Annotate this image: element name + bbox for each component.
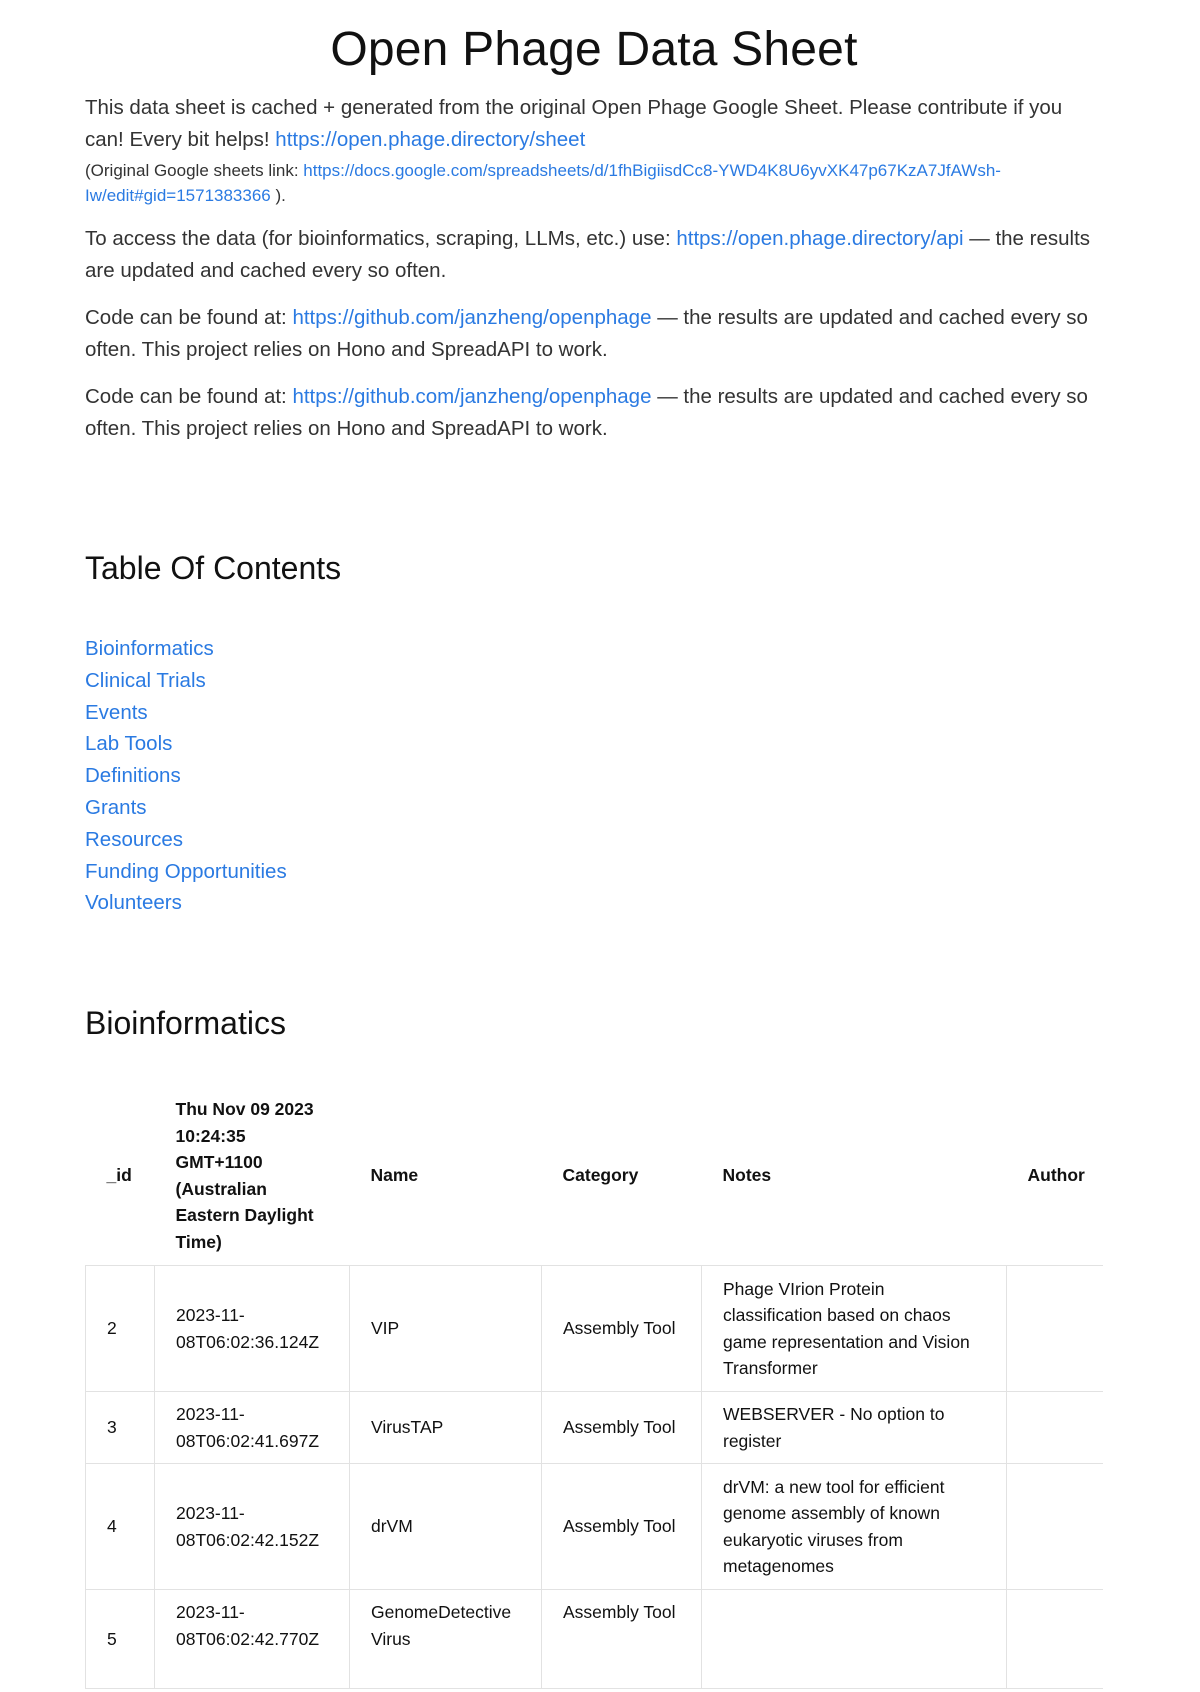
cell-id: 3 bbox=[86, 1392, 155, 1464]
table-header-row bbox=[86, 1092, 1104, 1266]
api-paragraph bbox=[85, 223, 1103, 287]
toc-link-funding-opportunities[interactable]: Funding Opportunities bbox=[85, 859, 287, 883]
toc-link-events[interactable]: Events bbox=[85, 700, 148, 724]
toc-item bbox=[85, 856, 287, 888]
column-header-timestamp[interactable]: Thu Nov 09 2023 10:24:35 GMT+1100 (Australian Eastern Daylight Time) bbox=[155, 1092, 350, 1266]
intro-text: This data sheet is cached + generated from the original Open Phage Google Sheet. Please contribute if you can! Every bit helps! bbox=[85, 96, 1063, 151]
table-row bbox=[86, 1464, 1104, 1590]
toc-item bbox=[85, 887, 287, 919]
api-link[interactable]: https://open.phage.directory/api bbox=[676, 227, 964, 250]
toc-link-bioinformatics[interactable]: Bioinformatics bbox=[85, 637, 214, 660]
cell-notes bbox=[702, 1590, 1007, 1689]
api-suffix: — the results are updated and cached every so often. bbox=[85, 227, 1091, 282]
google-sheet-link[interactable]: https://docs.google.com/spreadsheets/d/1fhBigiisdCc8-YWD4K8U6yvXK47p67KzA7JfAWsh-Iw/edit#gid=1571383366 bbox=[85, 161, 1001, 205]
column-header-id[interactable]: _id bbox=[86, 1092, 155, 1266]
cell-notes: drVM: a new tool for efficient genome assembly of known eukaryotic viruses from metagenomes bbox=[702, 1464, 1007, 1590]
toc-link-resources[interactable]: Resources bbox=[85, 827, 183, 851]
cell-timestamp: 2023-11-08T06:02:41.697Z bbox=[155, 1392, 350, 1464]
toc-link-lab-tools[interactable]: Lab Tools bbox=[85, 732, 173, 756]
toc-item bbox=[85, 760, 287, 792]
bioinformatics-table bbox=[85, 1092, 1103, 1689]
google-prefix: (Original Google sheets link: bbox=[85, 161, 299, 180]
cell-author bbox=[1007, 1266, 1104, 1392]
table-row bbox=[86, 1266, 1104, 1392]
code-suffix: — the results are updated and cached every so often. This project relies on Hono and SpreadAPI to work. bbox=[85, 306, 1088, 361]
toc-item bbox=[85, 792, 287, 824]
github-link[interactable]: https://github.com/janzheng/openphage bbox=[292, 385, 652, 408]
sheet-link[interactable]: https://open.phage.directory/sheet bbox=[275, 128, 586, 151]
page-title: Open Phage Data Sheet bbox=[330, 23, 858, 76]
toc-item bbox=[85, 633, 287, 665]
google-sheet-note bbox=[85, 158, 1103, 208]
cell-timestamp: 2023-11-08T06:02:42.770Z bbox=[155, 1590, 350, 1689]
cell-name: drVM bbox=[350, 1464, 542, 1590]
code-suffix: — the results are updated and cached every so often. This project relies on Hono and SpreadAPI to work. bbox=[85, 385, 1088, 440]
toc-heading: Table Of Contents bbox=[85, 550, 342, 586]
table-row bbox=[86, 1392, 1104, 1464]
cell-category: Assembly Tool bbox=[542, 1392, 702, 1464]
code-paragraph-repeat bbox=[85, 381, 1103, 445]
bioinformatics-heading: Bioinformatics bbox=[85, 1005, 286, 1041]
toc-link-volunteers[interactable]: Volunteers bbox=[85, 891, 182, 915]
github-link[interactable]: https://github.com/janzheng/openphage bbox=[292, 306, 652, 329]
code-prefix: Code can be found at: bbox=[85, 385, 287, 408]
toc-link-definitions[interactable]: Definitions bbox=[85, 764, 181, 788]
cell-timestamp: 2023-11-08T06:02:42.152Z bbox=[155, 1464, 350, 1590]
bioinformatics-table-wrapper[interactable] bbox=[85, 1092, 1103, 1692]
intro-paragraph bbox=[85, 92, 1103, 156]
column-header-name[interactable]: Name bbox=[350, 1092, 542, 1266]
cell-name: GenomeDetective Virus bbox=[350, 1590, 542, 1689]
column-header-category[interactable]: Category bbox=[542, 1092, 702, 1266]
cell-category: Assembly Tool bbox=[542, 1266, 702, 1392]
toc-list bbox=[85, 633, 287, 919]
code-prefix: Code can be found at: bbox=[85, 306, 287, 329]
api-prefix: To access the data (for bioinformatics, scraping, LLMs, etc.) use: bbox=[85, 227, 671, 250]
table-row bbox=[86, 1590, 1104, 1689]
cell-author bbox=[1007, 1590, 1104, 1689]
cell-notes: WEBSERVER - No option to register bbox=[702, 1392, 1007, 1464]
cell-id: 4 bbox=[86, 1464, 155, 1590]
cell-id: 2 bbox=[86, 1266, 155, 1392]
cell-name: VirusTAP bbox=[350, 1392, 542, 1464]
toc-item bbox=[85, 697, 287, 729]
column-header-author[interactable]: Author bbox=[1007, 1092, 1104, 1266]
cell-category: Assembly Tool bbox=[542, 1464, 702, 1590]
cell-category: Assembly Tool bbox=[542, 1590, 702, 1689]
cell-id: 5 bbox=[86, 1590, 155, 1689]
column-header-notes[interactable]: Notes bbox=[702, 1092, 1007, 1266]
google-suffix: ). bbox=[275, 186, 286, 205]
toc-item bbox=[85, 665, 287, 697]
page-content bbox=[85, 0, 1103, 1649]
toc-link-grants[interactable]: Grants bbox=[85, 795, 147, 819]
toc-link-clinical-trials[interactable]: Clinical Trials bbox=[85, 668, 206, 692]
code-paragraph bbox=[85, 302, 1103, 366]
cell-author bbox=[1007, 1464, 1104, 1590]
cell-timestamp: 2023-11-08T06:02:36.124Z bbox=[155, 1266, 350, 1392]
toc-item bbox=[85, 824, 287, 856]
cell-author bbox=[1007, 1392, 1104, 1464]
cell-name: VIP bbox=[350, 1266, 542, 1392]
toc-item bbox=[85, 728, 287, 760]
cell-notes: Phage VIrion Protein classification based on chaos game representation and Vision Transformer bbox=[702, 1266, 1007, 1392]
